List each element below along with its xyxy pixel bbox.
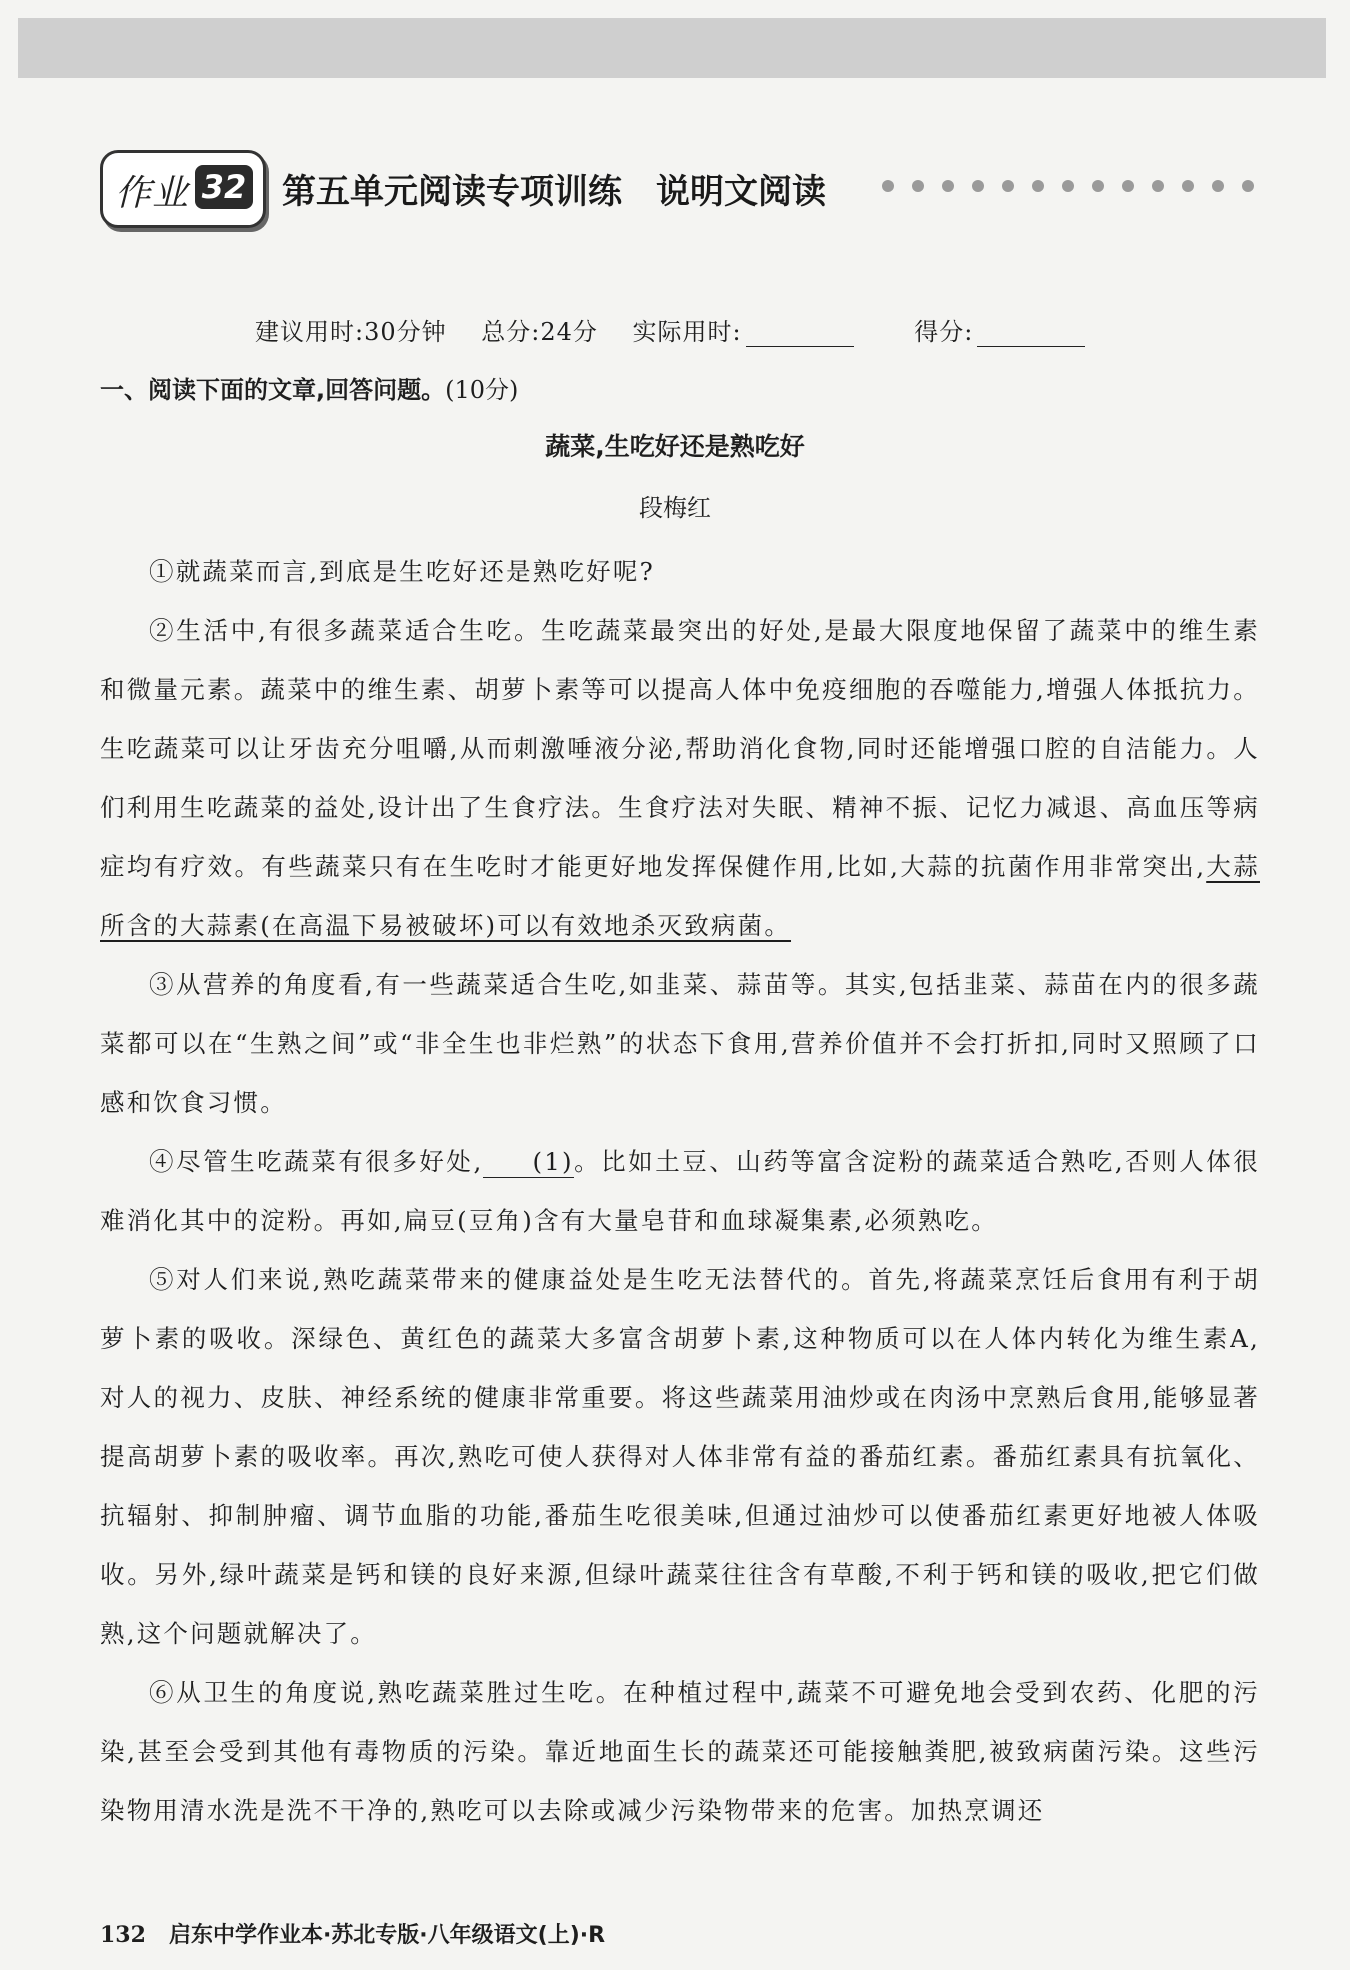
question-title: 一、阅读下面的文章,回答问题。 (100, 376, 446, 404)
score-label: 得分: (914, 318, 974, 346)
paragraph-4-text-b: 。比如土豆、山药等富含淀粉的蔬菜适合熟吃,否则人体很难消化其中的淀粉。再如,扁豆(豆角)含有大量皂苷和血球凝集素,必须熟吃。 (100, 1147, 1260, 1235)
actual-time-blank[interactable] (746, 324, 854, 347)
dot-icon (1092, 180, 1104, 192)
paragraph-4 (100, 1132, 1260, 1250)
suggested-time: 建议用时:30分钟 (255, 318, 447, 346)
badge-number: 32 (195, 165, 253, 209)
dot-icon (1212, 180, 1224, 192)
paragraph-6: ⑥从卫生的角度说,熟吃蔬菜胜过生吃。在种植过程中,蔬菜不可避免地会受到农药、化肥的污染,甚至会受到其他有毒物质的污染。靠近地面生长的蔬菜还可能接触粪肥,被致病菌污染。这些污染物用清水洗是洗不干净的,熟吃可以去除或减少污染物带来的危害。加热烹调还 (100, 1678, 1260, 1825)
dot-icon (1242, 180, 1254, 192)
question-heading (100, 370, 518, 405)
article-body (100, 542, 1260, 1840)
paragraph-2 (100, 601, 1260, 955)
blank-1[interactable]: (1) (483, 1147, 573, 1178)
score-blank[interactable] (977, 324, 1085, 347)
page-footer (100, 1918, 605, 1949)
page-number: 132 (100, 1922, 146, 1948)
dot-icon (912, 180, 924, 192)
dot-icon (1122, 180, 1134, 192)
dot-icon (1062, 180, 1074, 192)
dot-icon (882, 180, 894, 192)
dot-icon (1152, 180, 1164, 192)
time-score-line (255, 312, 1137, 347)
paragraph-2-text: ②生活中,有很多蔬菜适合生吃。生吃蔬菜最突出的好处,是最大限度地保留了蔬菜中的维生素和微量元素。蔬菜中的维生素、胡萝卜素等可以提高人体中免疫细胞的吞噬能力,增强人体抵抗力。生吃蔬菜可以让牙齿充分咀嚼,从而刺激唾液分泌,帮助消化食物,同时还能增强口腔的自洁能力。人们利用生吃蔬菜的益处,设计出了生食疗法。生食疗法对失眠、精神不振、记忆力减退、高血压等病症均有疗效。有些蔬菜只有在生吃时才能更好地发挥保健作用,比如,大蒜的抗菌作用非常突出, (100, 616, 1260, 881)
underlined-sentence: 大蒜所含的大蒜素(在高温下易被破坏)可以有效地杀灭致病菌。 (100, 852, 1260, 940)
badge-label: 作业 (115, 173, 190, 214)
article-author: 段梅红 (639, 494, 711, 522)
scan-top-band (18, 18, 1326, 78)
actual-time-label: 实际用时: (632, 318, 742, 346)
dot-icon (1182, 180, 1194, 192)
article-title: 蔬菜,生吃好还是熟吃好 (545, 432, 805, 461)
unit-title: 第五单元阅读专项训练 说明文阅读 (282, 172, 826, 212)
book-title: 启东中学作业本·苏北专版·八年级语文(上)·R (168, 1923, 606, 1948)
score-field[interactable] (914, 318, 1111, 346)
total-score: 总分:24分 (481, 318, 598, 346)
dot-icon (1002, 180, 1014, 192)
paragraph-4-text-a: ④尽管生吃蔬菜有很多好处, (149, 1147, 484, 1176)
dot-icon (942, 180, 954, 192)
paragraph-1: ①就蔬菜而言,到底是生吃好还是熟吃好呢? (149, 557, 655, 586)
dot-icon (972, 180, 984, 192)
assignment-header (100, 150, 1330, 230)
dot-icon (1032, 180, 1044, 192)
question-points: (10分) (445, 376, 519, 404)
paragraph-3: ③从营养的角度看,有一些蔬菜适合生吃,如韭菜、蒜苗等。其实,包括韭菜、蒜苗在内的很多蔬菜都可以在“生熟之间”或“非全生也非烂熟”的状态下食用,营养价值并不会打折扣,同时又照顾了口感和饮食习惯。 (100, 970, 1260, 1117)
actual-time-field[interactable] (633, 318, 880, 346)
assignment-badge (100, 150, 266, 228)
decorative-dots (882, 180, 1254, 192)
paragraph-5: ⑤对人们来说,熟吃蔬菜带来的健康益处是生吃无法替代的。首先,将蔬菜烹饪后食用有利于胡萝卜素的吸收。深绿色、黄红色的蔬菜大多富含胡萝卜素,这种物质可以在人体内转化为维生素A,对人的视力、皮肤、神经系统的健康非常重要。将这些蔬菜用油炒或在肉汤中烹熟后食用,能够显著提高胡萝卜素的吸收率。再次,熟吃可使人获得对人体非常有益的番茄红素。番茄红素具有抗氧化、抗辐射、抑制肿瘤、调节血脂的功能,番茄生吃很美味,但通过油炒可以使番茄红素更好地被人体吸收。另外,绿叶蔬菜是钙和镁的良好来源,但绿叶蔬菜往往含有草酸,不利于钙和镁的吸收,把它们做熟,这个问题就解决了。 (100, 1265, 1260, 1648)
